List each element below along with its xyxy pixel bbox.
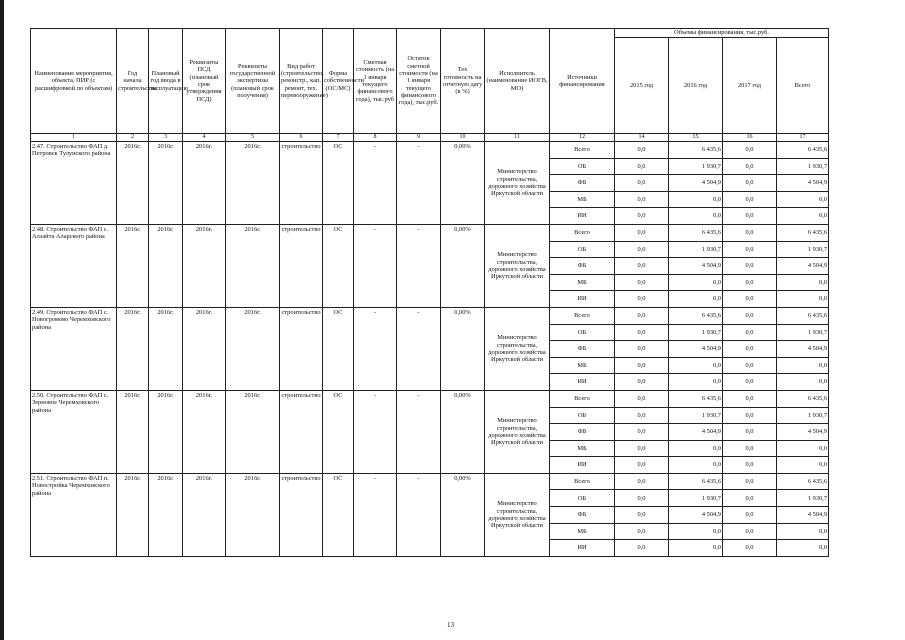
funding-2015: 0,0 — [615, 407, 669, 424]
object-year-start: 2016г. — [117, 224, 149, 307]
object-year-start: 2016г. — [117, 307, 149, 390]
funding-2016: 6 435,6 — [669, 307, 723, 324]
funding-2016: 1 930,7 — [669, 490, 723, 507]
scan-edge-bar — [0, 0, 4, 640]
table-body — [31, 142, 829, 557]
funding-2017: 0,0 — [723, 341, 777, 358]
funding-2015: 0,0 — [615, 390, 669, 407]
funding-2017: 0,0 — [723, 291, 777, 308]
funding-source: ИИ — [550, 374, 615, 391]
funding-source: Всего — [550, 307, 615, 324]
funding-total: 0,0 — [777, 291, 829, 308]
funding-2015: 0,0 — [615, 440, 669, 457]
object-remaining: - — [397, 142, 441, 225]
object-work-type: строительство — [280, 224, 323, 307]
object-year-start: 2016г. — [117, 142, 149, 225]
funding-total: 1 930,7 — [777, 241, 829, 258]
funding-source: МБ — [550, 440, 615, 457]
object-work-type: строительство — [280, 473, 323, 556]
object-expertise: 2016г. — [226, 390, 280, 473]
funding-total: 1 930,7 — [777, 490, 829, 507]
funding-2017: 0,0 — [723, 142, 777, 159]
object-ownership: ОС — [323, 307, 354, 390]
funding-2015: 0,0 — [615, 324, 669, 341]
funding-total: 6 435,6 — [777, 142, 829, 159]
funding-2016: 6 435,6 — [669, 473, 723, 490]
funding-source: ИИ — [550, 457, 615, 474]
object-readiness: 0,00% — [441, 390, 485, 473]
funding-2015: 0,0 — [615, 224, 669, 241]
funding-2015: 0,0 — [615, 142, 669, 159]
object-remaining: - — [397, 390, 441, 473]
object-executor: Министерство строительства, дорожного хозяйства Иркутской области — [485, 307, 550, 390]
funding-2016: 0,0 — [669, 208, 723, 225]
header-sources: Источники финансирования — [550, 29, 615, 134]
column-number: 16 — [723, 134, 777, 142]
funding-2015: 0,0 — [615, 307, 669, 324]
funding-2016: 4 504,9 — [669, 341, 723, 358]
funding-total: 4 504,9 — [777, 258, 829, 275]
funding-2017: 0,0 — [723, 440, 777, 457]
funding-2016: 1 930,7 — [669, 324, 723, 341]
object-plan-year: 2016г. — [149, 473, 183, 556]
funding-2015: 0,0 — [615, 158, 669, 175]
header-estimate: Сметная стоимость (на 1 января текущего финансового года), тыс.руб — [354, 29, 397, 134]
object-estimate: - — [354, 473, 397, 556]
column-number: 5 — [226, 134, 280, 142]
funding-source: МБ — [550, 523, 615, 540]
funding-total: 0,0 — [777, 440, 829, 457]
object-psd: 2016г. — [183, 142, 226, 225]
funding-2016: 6 435,6 — [669, 142, 723, 159]
table-row — [31, 390, 829, 407]
funding-2017: 0,0 — [723, 175, 777, 192]
object-psd: 2016г. — [183, 307, 226, 390]
funding-2017: 0,0 — [723, 473, 777, 490]
funding-2015: 0,0 — [615, 241, 669, 258]
funding-2017: 0,0 — [723, 390, 777, 407]
funding-2016: 4 504,9 — [669, 424, 723, 441]
column-number: 6 — [280, 134, 323, 142]
funding-2017: 0,0 — [723, 191, 777, 208]
funding-2017: 0,0 — [723, 523, 777, 540]
funding-source: Всего — [550, 390, 615, 407]
funding-source: МБ — [550, 191, 615, 208]
funding-2015: 0,0 — [615, 457, 669, 474]
object-plan-year: 2016г. — [149, 142, 183, 225]
funding-2017: 0,0 — [723, 490, 777, 507]
object-expertise: 2016г. — [226, 224, 280, 307]
funding-2016: 4 504,9 — [669, 258, 723, 275]
funding-2015: 0,0 — [615, 473, 669, 490]
funding-2016: 0,0 — [669, 291, 723, 308]
funding-total: 1 930,7 — [777, 407, 829, 424]
object-ownership: ОС — [323, 142, 354, 225]
object-estimate: - — [354, 390, 397, 473]
funding-total: 0,0 — [777, 374, 829, 391]
column-number: 10 — [441, 134, 485, 142]
object-executor: Министерство строительства, дорожного хозяйства Иркутской области — [485, 224, 550, 307]
funding-2017: 0,0 — [723, 208, 777, 225]
table-row — [31, 142, 829, 159]
column-number: 2 — [117, 134, 149, 142]
funding-2015: 0,0 — [615, 507, 669, 524]
funding-2015: 0,0 — [615, 523, 669, 540]
funding-total: 4 504,9 — [777, 175, 829, 192]
funding-2017: 0,0 — [723, 158, 777, 175]
funding-2017: 0,0 — [723, 457, 777, 474]
funding-source: ОБ — [550, 158, 615, 175]
object-name: 2.49. Строительство ФАП с. Новогромово Черемховского района — [31, 307, 117, 390]
column-number: 17 — [777, 134, 829, 142]
object-remaining: - — [397, 224, 441, 307]
funding-total: 1 930,7 — [777, 158, 829, 175]
object-remaining: - — [397, 473, 441, 556]
header-executor: Исполнитель (наименование ИОГВ, МО) — [485, 29, 550, 134]
funding-source: МБ — [550, 357, 615, 374]
funding-2015: 0,0 — [615, 291, 669, 308]
funding-2015: 0,0 — [615, 258, 669, 275]
object-executor: Министерство строительства, дорожного хозяйства Иркутской области — [485, 142, 550, 225]
header-remaining: Остаток сметной стоимости (на 1 января текущего финансового года), тыс.руб. — [397, 29, 441, 134]
header-volumes: Объемы финансирования, тыс.руб. — [615, 29, 829, 38]
funding-2015: 0,0 — [615, 274, 669, 291]
header-year-start: Год начала строительства — [117, 29, 149, 134]
funding-total: 6 435,6 — [777, 307, 829, 324]
object-name: 2.47. Строительство ФАП д. Петровск Тулунского района — [31, 142, 117, 225]
column-number: 8 — [354, 134, 397, 142]
funding-source: ФБ — [550, 341, 615, 358]
column-number: 15 — [669, 134, 723, 142]
object-expertise: 2016г. — [226, 473, 280, 556]
object-name: 2.50. Строительство ФАП с. Зерновое Черемховского района — [31, 390, 117, 473]
funding-total: 4 504,9 — [777, 424, 829, 441]
funding-source: МБ — [550, 274, 615, 291]
funding-total: 6 435,6 — [777, 224, 829, 241]
funding-2017: 0,0 — [723, 407, 777, 424]
object-ownership: ОС — [323, 473, 354, 556]
object-executor: Министерство строительства, дорожного хозяйства Иркутской области — [485, 390, 550, 473]
funding-source: ИИ — [550, 291, 615, 308]
funding-2016: 0,0 — [669, 191, 723, 208]
object-psd: 2016г. — [183, 224, 226, 307]
column-number: 7 — [323, 134, 354, 142]
financing-table — [30, 28, 829, 557]
header-2016: 2016 год — [669, 38, 723, 134]
object-plan-year: 2016г. — [149, 307, 183, 390]
funding-2016: 0,0 — [669, 523, 723, 540]
header-psd: Реквизиты ПСД (плановый срок утверждения ПСД) — [183, 29, 226, 134]
funding-2015: 0,0 — [615, 490, 669, 507]
object-psd: 2016г. — [183, 473, 226, 556]
column-number: 3 — [149, 134, 183, 142]
header-plan-year: Плановый год ввода в эксплуатацию — [149, 29, 183, 134]
funding-2016: 0,0 — [669, 540, 723, 557]
object-name: 2.48. Строительство ФАП с. Алзайта Аларского района — [31, 224, 117, 307]
table-row — [31, 473, 829, 490]
object-work-type: строительство — [280, 390, 323, 473]
funding-2016: 4 504,9 — [669, 507, 723, 524]
object-readiness: 0,00% — [441, 224, 485, 307]
funding-2016: 6 435,6 — [669, 390, 723, 407]
funding-total: 0,0 — [777, 357, 829, 374]
header-name: Наименование мероприятия, объекта, ПИР (с расшифровкой по объектам) — [31, 29, 117, 134]
object-estimate: - — [354, 307, 397, 390]
header-total: Всего — [777, 38, 829, 134]
object-year-start: 2016г. — [117, 390, 149, 473]
funding-total: 1 930,7 — [777, 324, 829, 341]
header-2015: 2015 год — [615, 38, 669, 134]
funding-total: 6 435,6 — [777, 473, 829, 490]
funding-source: ФБ — [550, 424, 615, 441]
column-number: 4 — [183, 134, 226, 142]
funding-2015: 0,0 — [615, 540, 669, 557]
funding-source: ФБ — [550, 258, 615, 275]
funding-2015: 0,0 — [615, 341, 669, 358]
object-ownership: ОС — [323, 390, 354, 473]
funding-2016: 0,0 — [669, 457, 723, 474]
header-expertise: Реквизиты государственной экспертизы (плановый срок получения) — [226, 29, 280, 134]
funding-2016: 4 504,9 — [669, 175, 723, 192]
funding-source: ОБ — [550, 407, 615, 424]
column-number-row — [31, 134, 829, 142]
funding-source: Всего — [550, 142, 615, 159]
funding-2016: 1 930,7 — [669, 158, 723, 175]
object-year-start: 2016г. — [117, 473, 149, 556]
funding-2017: 0,0 — [723, 357, 777, 374]
funding-2015: 0,0 — [615, 191, 669, 208]
funding-2015: 0,0 — [615, 357, 669, 374]
header-work-type: Вид работ (строительство, реконстр., кап. ремонт, тех. перевооружение) — [280, 29, 323, 134]
header-2017: 2017 год — [723, 38, 777, 134]
funding-2016: 1 930,7 — [669, 241, 723, 258]
object-name: 2.51. Строительство ФАП п. Новостройка Черемховского района — [31, 473, 117, 556]
table-row — [31, 307, 829, 324]
column-number: 12 — [550, 134, 615, 142]
object-expertise: 2016г. — [226, 142, 280, 225]
funding-source: Всего — [550, 473, 615, 490]
funding-source: ОБ — [550, 490, 615, 507]
funding-total: 0,0 — [777, 274, 829, 291]
funding-2016: 6 435,6 — [669, 224, 723, 241]
funding-2017: 0,0 — [723, 374, 777, 391]
object-work-type: строительство — [280, 142, 323, 225]
funding-source: ОБ — [550, 241, 615, 258]
funding-2016: 0,0 — [669, 374, 723, 391]
object-remaining: - — [397, 307, 441, 390]
column-number: 14 — [615, 134, 669, 142]
funding-2017: 0,0 — [723, 224, 777, 241]
funding-2017: 0,0 — [723, 258, 777, 275]
funding-source: ФБ — [550, 175, 615, 192]
object-executor: Министерство строительства, дорожного хозяйства Иркутской области — [485, 473, 550, 556]
funding-2017: 0,0 — [723, 324, 777, 341]
object-plan-year: 2016г. — [149, 224, 183, 307]
funding-total: 0,0 — [777, 540, 829, 557]
funding-total: 4 504,9 — [777, 341, 829, 358]
funding-2017: 0,0 — [723, 241, 777, 258]
funding-2015: 0,0 — [615, 175, 669, 192]
object-estimate: - — [354, 224, 397, 307]
funding-2017: 0,0 — [723, 274, 777, 291]
object-readiness: 0,00% — [441, 473, 485, 556]
funding-total: 0,0 — [777, 208, 829, 225]
object-plan-year: 2016г. — [149, 390, 183, 473]
funding-source: ОБ — [550, 324, 615, 341]
funding-source: ИИ — [550, 208, 615, 225]
header-readiness: Тех готовность на отчетную дату (в %) — [441, 29, 485, 134]
object-psd: 2016г. — [183, 390, 226, 473]
funding-total: 0,0 — [777, 191, 829, 208]
funding-2015: 0,0 — [615, 424, 669, 441]
funding-2015: 0,0 — [615, 208, 669, 225]
funding-2016: 1 930,7 — [669, 407, 723, 424]
column-number: 9 — [397, 134, 441, 142]
funding-total: 0,0 — [777, 523, 829, 540]
funding-2017: 0,0 — [723, 540, 777, 557]
funding-total: 4 504,9 — [777, 507, 829, 524]
column-number: 1 — [31, 134, 117, 142]
header-ownership: Форма собственности (ОС/МС) — [323, 29, 354, 134]
object-estimate: - — [354, 142, 397, 225]
funding-source: ФБ — [550, 507, 615, 524]
funding-2017: 0,0 — [723, 424, 777, 441]
funding-total: 0,0 — [777, 457, 829, 474]
funding-2015: 0,0 — [615, 374, 669, 391]
column-number: 11 — [485, 134, 550, 142]
funding-2016: 0,0 — [669, 440, 723, 457]
funding-source: Всего — [550, 224, 615, 241]
object-ownership: ОС — [323, 224, 354, 307]
funding-2017: 0,0 — [723, 307, 777, 324]
object-work-type: строительство — [280, 307, 323, 390]
funding-2016: 0,0 — [669, 274, 723, 291]
object-readiness: 0,00% — [441, 142, 485, 225]
table-row — [31, 224, 829, 241]
page-number: 13 — [447, 621, 454, 629]
funding-source: ИИ — [550, 540, 615, 557]
object-expertise: 2016г. — [226, 307, 280, 390]
funding-2016: 0,0 — [669, 357, 723, 374]
object-readiness: 0,00% — [441, 307, 485, 390]
funding-total: 6 435,6 — [777, 390, 829, 407]
funding-2017: 0,0 — [723, 507, 777, 524]
